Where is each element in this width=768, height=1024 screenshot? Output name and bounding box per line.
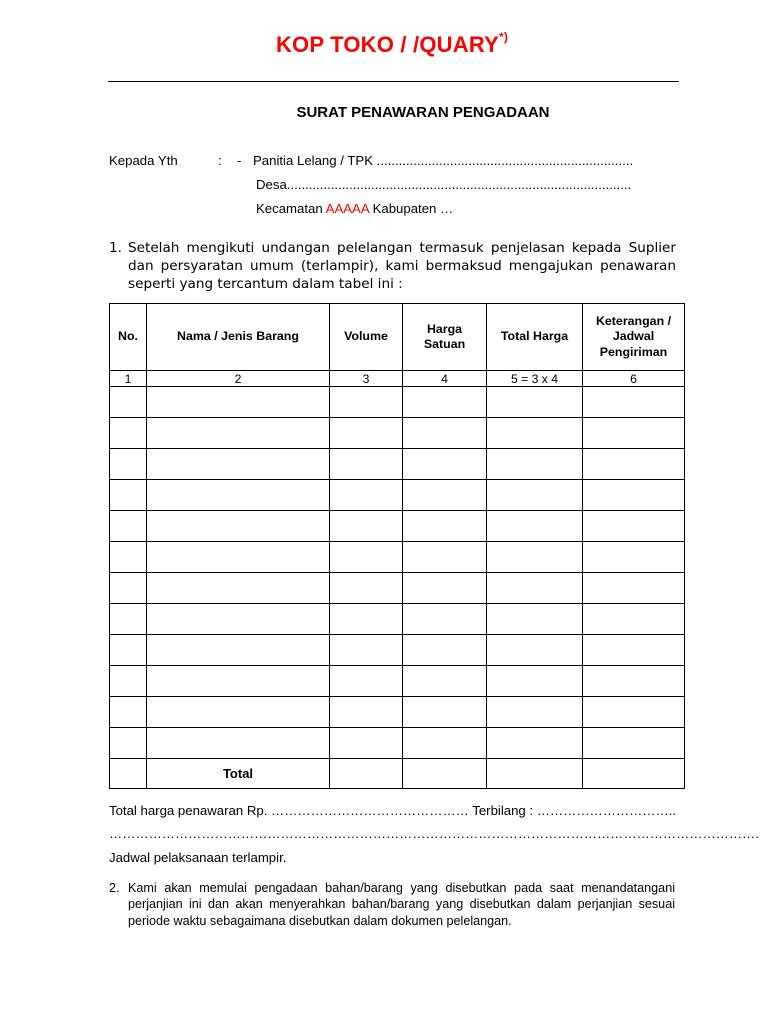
table-cell[interactable] <box>110 480 147 511</box>
table-cell[interactable] <box>583 573 685 604</box>
column-number: 2 <box>147 371 330 387</box>
table-cell[interactable] <box>583 542 685 573</box>
table-cell[interactable] <box>487 666 583 697</box>
table-cell[interactable] <box>403 542 487 573</box>
table-cell[interactable] <box>583 697 685 728</box>
table-row <box>110 542 685 573</box>
table-cell[interactable] <box>147 511 330 542</box>
paragraph-item-1 <box>109 239 676 294</box>
table-cell[interactable] <box>403 480 487 511</box>
table-cell[interactable] <box>110 449 147 480</box>
table-cell <box>110 759 147 789</box>
table-cell[interactable] <box>403 666 487 697</box>
table-cell[interactable] <box>110 418 147 449</box>
column-number: 4 <box>403 371 487 387</box>
table-cell[interactable] <box>330 759 403 789</box>
table-cell[interactable] <box>330 573 403 604</box>
table-cell[interactable] <box>487 728 583 759</box>
district-name-placeholder: AAAAA <box>325 201 369 216</box>
table-cell[interactable] <box>147 697 330 728</box>
header-no: No. <box>110 304 147 371</box>
table-cell[interactable] <box>403 449 487 480</box>
column-number: 5 = 3 x 4 <box>487 371 583 387</box>
table-cell[interactable] <box>583 511 685 542</box>
table-cell[interactable] <box>403 728 487 759</box>
letterhead-footnote-mark: *) <box>498 30 509 44</box>
table-cell[interactable] <box>330 480 403 511</box>
table-row <box>110 418 685 449</box>
table-cell[interactable] <box>583 418 685 449</box>
table-cell[interactable] <box>110 666 147 697</box>
table-cell[interactable] <box>110 728 147 759</box>
recipient-label: Kepada Yth <box>109 153 178 168</box>
table-cell[interactable] <box>147 573 330 604</box>
table-row <box>110 449 685 480</box>
table-cell[interactable] <box>330 542 403 573</box>
header-unit-price: Harga Satuan <box>403 304 487 371</box>
offer-table <box>109 303 685 789</box>
recipient-dash: - <box>237 153 242 168</box>
document-title: SURAT PENAWARAN PENGADAAN <box>296 104 550 121</box>
table-cell[interactable] <box>330 666 403 697</box>
table-cell[interactable] <box>583 480 685 511</box>
table-cell[interactable] <box>487 449 583 480</box>
table-cell[interactable] <box>110 604 147 635</box>
table-cell[interactable] <box>330 697 403 728</box>
table-cell[interactable] <box>403 759 487 789</box>
table-cell[interactable] <box>110 697 147 728</box>
letterhead-text: KOP TOKO / /QUARY <box>275 32 499 57</box>
item-2-number: 2. <box>109 881 120 895</box>
recipient-village-line: Desa.............................................................................................. <box>256 177 632 192</box>
amount-in-words-line: …………………………………………………………………………………………………………………………………. <box>109 826 759 841</box>
table-row <box>110 480 685 511</box>
table-cell[interactable] <box>487 573 583 604</box>
table-cell[interactable] <box>147 387 330 418</box>
table-cell[interactable] <box>147 635 330 666</box>
table-cell[interactable] <box>330 511 403 542</box>
table-cell[interactable] <box>110 387 147 418</box>
table-cell[interactable] <box>403 573 487 604</box>
item-2-text: Kami akan memulai pengadaan bahan/barang yang disebutkan pada saat menandatangani perjanjian ini dan akan menyerahkan bahan/barang yang disebutkan dalam perjanjian sesuai periode waktu sebagaimana disebutkan dalam dokumen pelelangan. <box>128 881 675 928</box>
table-cell[interactable] <box>487 511 583 542</box>
table-cell[interactable] <box>403 604 487 635</box>
table-cell[interactable] <box>330 387 403 418</box>
table-column-number-row <box>110 371 685 387</box>
table-cell[interactable] <box>403 418 487 449</box>
table-cell[interactable] <box>330 635 403 666</box>
table-cell[interactable] <box>110 635 147 666</box>
district-prefix: Kecamatan <box>256 201 326 216</box>
schedule-note: Jadwal pelaksanaan terlampir. <box>109 850 287 865</box>
table-cell[interactable] <box>583 759 685 789</box>
item-1-text: Setelah mengikuti undangan pelelangan termasuk penjelasan kepada Suplier dan persyaratan umum (terlampir), kami bermaksud mengajukan penawaran seperti yang tercantum dalam tabel ini : <box>128 240 676 293</box>
regency-suffix: Kabupaten … <box>368 201 454 216</box>
recipient-district-line <box>256 201 453 216</box>
table-cell[interactable] <box>487 697 583 728</box>
table-cell[interactable] <box>487 604 583 635</box>
table-header-row <box>110 304 685 371</box>
table-cell[interactable] <box>487 418 583 449</box>
header-divider <box>108 81 679 82</box>
table-cell[interactable] <box>147 666 330 697</box>
table-cell[interactable] <box>487 480 583 511</box>
table-cell[interactable] <box>147 604 330 635</box>
table-cell[interactable] <box>487 542 583 573</box>
table-cell[interactable] <box>147 480 330 511</box>
item-1-number: 1. <box>109 240 122 256</box>
header-total-price: Total Harga <box>487 304 583 371</box>
table-cell[interactable] <box>110 542 147 573</box>
letterhead-title <box>0 32 768 58</box>
table-cell[interactable] <box>583 604 685 635</box>
header-volume: Volume <box>330 304 403 371</box>
table-cell[interactable] <box>583 635 685 666</box>
table-cell[interactable] <box>487 387 583 418</box>
table-cell[interactable] <box>147 449 330 480</box>
paragraph-item-2 <box>109 880 675 929</box>
column-number: 1 <box>110 371 147 387</box>
table-cell[interactable] <box>403 635 487 666</box>
table-cell[interactable] <box>147 728 330 759</box>
column-number: 6 <box>583 371 685 387</box>
table-cell[interactable] <box>487 759 583 789</box>
recipient-colon: : <box>218 153 222 168</box>
table-cell[interactable] <box>487 635 583 666</box>
table-row <box>110 387 685 418</box>
recipient-committee-line: Panitia Lelang / TPK ...................................................................... <box>253 153 634 168</box>
table-cell[interactable] <box>147 418 330 449</box>
table-row <box>110 728 685 759</box>
table-cell[interactable] <box>583 449 685 480</box>
table-cell[interactable] <box>403 511 487 542</box>
table-cell[interactable] <box>330 418 403 449</box>
table-cell[interactable] <box>583 666 685 697</box>
total-offer-line: Total harga penawaran Rp. ……………………………………… Terbilang : ………………………….. <box>109 803 676 818</box>
table-row <box>110 697 685 728</box>
header-item-name: Nama / Jenis Barang <box>147 304 330 371</box>
table-row <box>110 666 685 697</box>
table-total-row <box>110 759 685 789</box>
header-remarks: Keterangan / Jadwal Pengiriman <box>583 304 685 371</box>
table-cell[interactable] <box>330 449 403 480</box>
table-row <box>110 604 685 635</box>
table-row <box>110 573 685 604</box>
table-cell[interactable] <box>330 728 403 759</box>
table-cell[interactable] <box>330 604 403 635</box>
column-number: 3 <box>330 371 403 387</box>
table-cell[interactable] <box>583 728 685 759</box>
table-cell[interactable] <box>583 387 685 418</box>
table-cell[interactable] <box>403 387 487 418</box>
table-row <box>110 635 685 666</box>
table-cell[interactable] <box>147 542 330 573</box>
table-cell[interactable] <box>403 697 487 728</box>
table-cell[interactable] <box>110 511 147 542</box>
table-cell[interactable] <box>110 573 147 604</box>
total-label: Total <box>147 759 330 789</box>
table-row <box>110 511 685 542</box>
